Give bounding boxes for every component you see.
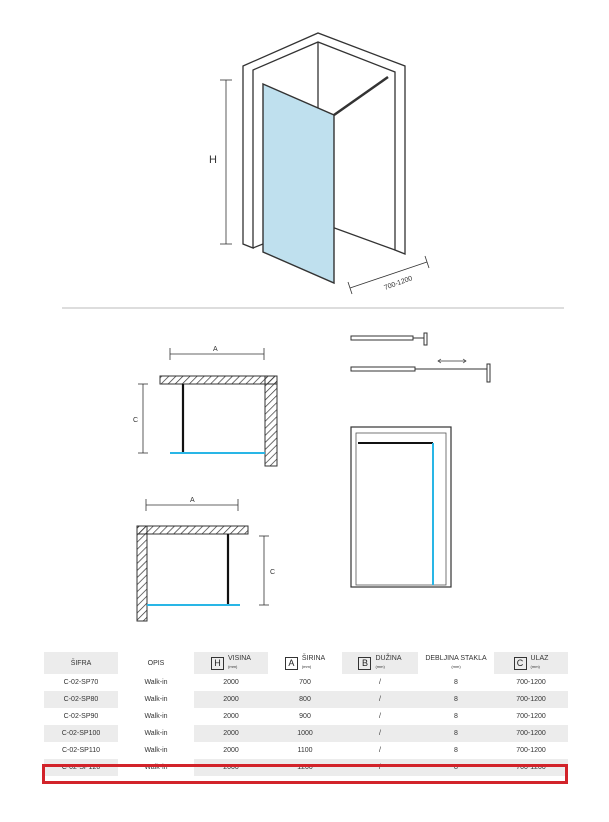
- cell-sirina: 700: [299, 679, 311, 686]
- a-letter-icon: A: [285, 657, 298, 670]
- cell-debljina: 8: [418, 759, 494, 776]
- cell-ulaz: 700-1200: [516, 747, 546, 754]
- cell-ulaz: 700-1200: [494, 691, 568, 708]
- cell-opis: Walk-in: [118, 691, 194, 708]
- entry-label-1: C: [133, 417, 139, 424]
- cell-visina: 2000: [194, 759, 268, 776]
- table-row: [44, 674, 568, 691]
- cell-duzina: /: [342, 725, 418, 742]
- cell-opis: Walk-in: [144, 679, 168, 686]
- range-label: 700-1200: [383, 275, 414, 292]
- cell-duzina: /: [379, 747, 381, 754]
- product-table: [44, 652, 568, 776]
- isometric-view: [220, 33, 429, 294]
- selected-row-highlight: [42, 764, 568, 784]
- cell-ulaz: 700-1200: [494, 759, 568, 776]
- table-row: [44, 708, 568, 725]
- table-row: [44, 742, 568, 759]
- cell-visina: 2000: [223, 713, 239, 720]
- h-letter-icon: H: [211, 657, 224, 670]
- cell-debljina: 8: [454, 713, 458, 720]
- table-header-row: [44, 652, 568, 674]
- b-letter-icon: B: [358, 657, 371, 670]
- cell-opis: Walk-in: [144, 713, 168, 720]
- cell-ulaz: 700-1200: [516, 713, 546, 720]
- cell-visina: 2000: [194, 691, 268, 708]
- table-row: [44, 691, 568, 708]
- cell-duzina: /: [342, 691, 418, 708]
- elevation-view: [351, 427, 451, 587]
- plan-view-left-wall: [137, 499, 269, 621]
- width-label-2: A: [190, 497, 195, 504]
- cell-sirina: 1100: [297, 747, 313, 754]
- header-sirina: A ŠIRINA (mm): [268, 652, 342, 674]
- cell-debljina: 8: [418, 691, 494, 708]
- cell-duzina: /: [379, 713, 381, 720]
- cell-debljina: 8: [418, 725, 494, 742]
- width-label-1: A: [213, 346, 218, 353]
- cell-opis: Walk-in: [144, 747, 168, 754]
- cell-sifra: C-02-SP110: [61, 747, 100, 754]
- plan-view-right-wall: [138, 348, 277, 466]
- header-duzina: B DUŽINA (mm): [342, 652, 418, 674]
- entry-label-2: C: [270, 569, 276, 576]
- cell-ulaz: 700-1200: [494, 725, 568, 742]
- cell-sifra: C-02-SP80: [44, 691, 118, 708]
- cell-debljina: 8: [454, 747, 458, 754]
- header-opis: OPIS: [118, 652, 194, 674]
- cell-sirina: 1000: [268, 725, 342, 742]
- header-sifra: ŠIFRA: [44, 652, 118, 674]
- cell-sirina: 900: [299, 713, 311, 720]
- cell-duzina: /: [342, 759, 418, 776]
- cell-sirina: 1200: [268, 759, 342, 776]
- cell-sifra: C-02-SP70: [63, 679, 99, 686]
- cell-debljina: 8: [454, 679, 458, 686]
- cell-opis: Walk-in: [118, 725, 194, 742]
- cell-sifra: C-02-SP100: [44, 725, 118, 742]
- cell-sirina: 800: [268, 691, 342, 708]
- cell-duzina: /: [379, 679, 381, 686]
- cell-sifra: C-02-SP120: [44, 759, 118, 776]
- support-bar-detail: [351, 333, 490, 382]
- table-row: [44, 725, 568, 742]
- c-letter-icon: C: [514, 657, 527, 670]
- height-label: H: [209, 154, 217, 166]
- cell-ulaz: 700-1200: [516, 679, 546, 686]
- cell-visina: 2000: [194, 725, 268, 742]
- cell-visina: 2000: [223, 679, 239, 686]
- cell-visina: 2000: [223, 747, 239, 754]
- header-ulaz: C ULAZ (mm): [494, 652, 568, 674]
- cell-opis: Walk-in: [118, 759, 194, 776]
- header-debljina: DEBLJINA STAKLA (mm): [418, 652, 494, 674]
- cell-sifra: C-02-SP90: [63, 713, 99, 720]
- header-visina: H VISINA (mm): [194, 652, 268, 674]
